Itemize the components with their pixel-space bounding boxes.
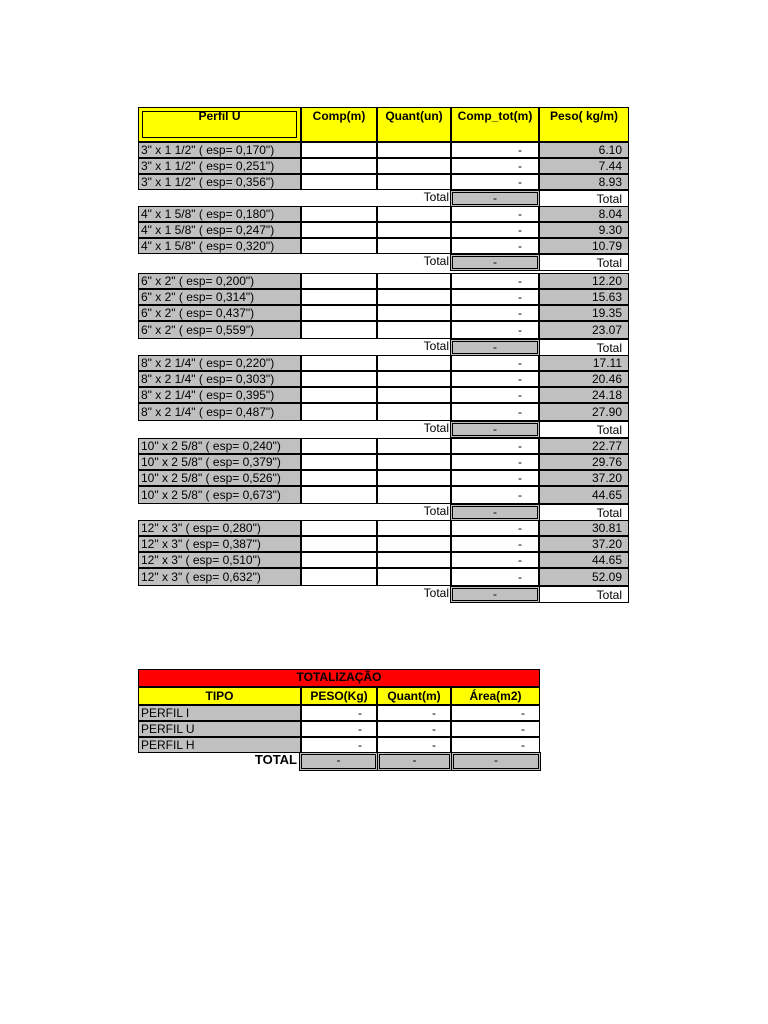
cell-text: 6" x 2" ( esp= 0,314") xyxy=(141,290,255,304)
perfil-cell xyxy=(138,142,301,158)
cell-text: 15.63 xyxy=(591,290,622,304)
cell-text: - xyxy=(518,175,522,189)
total-label-text: TOTAL xyxy=(254,752,297,767)
cell-text: - xyxy=(518,223,522,237)
cell-text: - xyxy=(493,587,497,601)
perfil-cell xyxy=(138,486,301,504)
cell-text: - xyxy=(518,488,522,502)
peso-cell xyxy=(539,305,629,321)
group-peso-total xyxy=(539,339,629,356)
comp-tot-cell xyxy=(451,387,539,403)
quant-input-cell[interactable] xyxy=(377,321,451,339)
group-peso-total xyxy=(539,254,629,271)
comp-input-cell[interactable] xyxy=(301,486,377,504)
comp-tot-cell xyxy=(451,454,539,470)
comp-input-cell[interactable] xyxy=(301,206,377,222)
cell-text: 10" x 2 5/8" ( esp= 0,526") xyxy=(141,471,281,485)
cell-text: 9.30 xyxy=(598,223,622,237)
quant-input-cell[interactable] xyxy=(377,273,451,289)
quant-input-cell[interactable] xyxy=(377,520,451,536)
cell-text: 10.79 xyxy=(591,239,622,253)
cell-text: - xyxy=(518,356,522,370)
header-label: Comp_tot(m) xyxy=(457,109,533,123)
totalizacao-title-text: TOTALIZAÇÃO xyxy=(296,670,382,684)
comp-tot-cell xyxy=(451,273,539,289)
totalizacao-title xyxy=(138,669,540,687)
header-comp xyxy=(301,107,377,142)
totalizacao-peso-cell xyxy=(301,721,377,737)
cell-text: 8.93 xyxy=(598,175,622,189)
perfil-cell xyxy=(138,403,301,421)
cell-text: - xyxy=(518,570,522,584)
peso-cell xyxy=(539,222,629,238)
perfil-cell xyxy=(138,321,301,339)
cell-text: 17.11 xyxy=(592,356,622,370)
cell-text: Total xyxy=(423,421,449,435)
quant-input-cell[interactable] xyxy=(377,142,451,158)
header-peso xyxy=(539,107,629,142)
header-label: PESO(Kg) xyxy=(310,689,368,703)
cell-text: 44.65 xyxy=(591,488,622,502)
cell-text: 8" x 2 1/4" ( esp= 0,395") xyxy=(141,388,275,402)
cell-text: - xyxy=(493,505,497,519)
totalizacao-area-cell xyxy=(451,737,540,753)
peso-cell xyxy=(539,289,629,305)
peso-cell xyxy=(539,470,629,486)
cell-text: 24.18 xyxy=(591,388,622,402)
total-value: - xyxy=(412,753,417,767)
perfil-cell xyxy=(138,438,301,454)
perfil-cell xyxy=(138,536,301,552)
group-total-label xyxy=(301,421,451,438)
cell-text: - xyxy=(518,405,522,419)
cell-text: 10" x 2 5/8" ( esp= 0,673") xyxy=(141,488,281,502)
quant-input-cell[interactable] xyxy=(377,470,451,486)
comp-input-cell[interactable] xyxy=(301,273,377,289)
comp-input-cell[interactable] xyxy=(301,470,377,486)
peso-cell xyxy=(539,387,629,403)
group-total-label xyxy=(301,586,451,603)
cell-text: Total xyxy=(423,339,449,353)
totalizacao-tipo-cell xyxy=(138,721,301,737)
header-label: Comp(m) xyxy=(312,109,366,123)
totalizacao-quant-cell xyxy=(377,737,451,753)
cell-text: - xyxy=(493,255,497,269)
header-label: Quant(un) xyxy=(385,109,443,123)
comp-tot-cell xyxy=(451,371,539,387)
cell-text: - xyxy=(518,521,522,535)
cell-text: Total xyxy=(596,506,622,520)
comp-input-cell[interactable] xyxy=(301,454,377,470)
cell-text: - xyxy=(518,455,522,469)
group-total-value xyxy=(450,421,540,438)
perfil-cell xyxy=(138,206,301,222)
comp-tot-cell xyxy=(451,520,539,536)
group-total-label xyxy=(301,254,451,271)
header-perfil-u xyxy=(138,107,301,142)
cell-text: Total xyxy=(596,341,622,355)
perfil-cell xyxy=(138,568,301,586)
group-peso-total xyxy=(539,421,629,438)
group-total-label xyxy=(301,339,451,356)
cell-text: 8" x 2 1/4" ( esp= 0,220") xyxy=(141,356,275,370)
cell-text: Total xyxy=(596,588,622,602)
cell-text: 10" x 2 5/8" ( esp= 0,240") xyxy=(141,439,281,453)
total-value: - xyxy=(494,753,498,767)
comp-tot-cell xyxy=(451,142,539,158)
cell-text: 37.20 xyxy=(591,537,622,551)
cell-text: - xyxy=(518,537,522,551)
group-total-value xyxy=(450,254,540,271)
perfil-cell xyxy=(138,552,301,568)
peso-cell xyxy=(539,206,629,222)
quant-input-cell[interactable] xyxy=(377,158,451,174)
header-label: Área(m2) xyxy=(469,689,522,703)
cell-text: 44.65 xyxy=(591,553,622,567)
perfil-cell xyxy=(138,273,301,289)
cell-text: 22.77 xyxy=(591,439,622,453)
cell-text: - xyxy=(518,159,522,173)
comp-tot-cell xyxy=(451,238,539,254)
cell-text: 12" x 3" ( esp= 0,632") xyxy=(141,570,261,584)
cell-text: Total xyxy=(423,254,449,268)
totalizacao-quant-cell xyxy=(377,721,451,737)
cell-text: Total xyxy=(596,256,622,270)
cell-text: - xyxy=(518,323,522,337)
peso-cell xyxy=(539,321,629,339)
group-total-label xyxy=(301,190,451,207)
cell-text: 30.81 xyxy=(591,521,622,535)
quant-input-cell[interactable] xyxy=(377,486,451,504)
cell-text: PERFIL I xyxy=(141,706,190,720)
comp-input-cell[interactable] xyxy=(301,536,377,552)
comp-input-cell[interactable] xyxy=(301,552,377,568)
peso-cell xyxy=(539,454,629,470)
peso-cell xyxy=(539,438,629,454)
perfil-cell xyxy=(138,387,301,403)
comp-input-cell[interactable] xyxy=(301,142,377,158)
comp-tot-cell xyxy=(451,568,539,586)
cell-text: 52.09 xyxy=(591,570,622,584)
peso-cell xyxy=(539,371,629,387)
cell-text: 4" x 1 5/8" ( esp= 0,180") xyxy=(141,207,275,221)
perfil-cell xyxy=(138,222,301,238)
totalizacao-tipo-cell xyxy=(138,737,301,753)
comp-input-cell[interactable] xyxy=(301,174,377,190)
cell-text: - xyxy=(493,422,497,436)
cell-text: 8.04 xyxy=(598,207,622,221)
header-perfil-u-frame xyxy=(140,109,299,140)
peso-cell xyxy=(539,355,629,371)
totalizacao-quant-cell xyxy=(377,705,451,721)
comp-tot-cell xyxy=(451,174,539,190)
cell-text: 6" x 2" ( esp= 0,200") xyxy=(141,274,255,288)
cell-text: 3" x 1 1/2" ( esp= 0,170") xyxy=(141,143,275,157)
quant-input-cell[interactable] xyxy=(377,387,451,403)
cell-text: 3" x 1 1/2" ( esp= 0,251") xyxy=(141,159,275,173)
cell-text: - xyxy=(518,439,522,453)
cell-text: 6" x 2" ( esp= 0,559") xyxy=(141,323,255,337)
totalizacao-total-peso xyxy=(299,752,378,771)
perfil-cell xyxy=(138,238,301,254)
comp-input-cell[interactable] xyxy=(301,158,377,174)
header-label: Quant(m) xyxy=(387,689,441,703)
perfil-cell xyxy=(138,158,301,174)
cell-text: - xyxy=(358,706,362,720)
group-total-value xyxy=(450,504,540,521)
totalizacao-area-cell xyxy=(451,721,540,737)
cell-text: 6.10 xyxy=(598,143,622,157)
comp-input-cell[interactable] xyxy=(301,355,377,371)
perfil-cell xyxy=(138,355,301,371)
cell-text: - xyxy=(518,471,522,485)
peso-cell xyxy=(539,273,629,289)
cell-text: - xyxy=(518,372,522,386)
totalizacao-peso-cell xyxy=(301,737,377,753)
totalizacao-area-cell xyxy=(451,705,540,721)
cell-text: Total xyxy=(423,504,449,518)
peso-cell xyxy=(539,552,629,568)
cell-text: - xyxy=(518,207,522,221)
cell-text: Total xyxy=(596,192,622,206)
totalizacao-tipo-cell xyxy=(138,705,301,721)
cell-text: - xyxy=(518,290,522,304)
perfil-cell xyxy=(138,371,301,387)
total-value: - xyxy=(336,753,341,767)
comp-tot-cell xyxy=(451,470,539,486)
perfil-cell xyxy=(138,520,301,536)
cell-text: 12.20 xyxy=(591,274,622,288)
quant-input-cell[interactable] xyxy=(377,568,451,586)
cell-text: 12" x 3" ( esp= 0,510") xyxy=(141,553,261,567)
cell-text: - xyxy=(518,306,522,320)
header-label: Perfil U xyxy=(198,109,241,123)
peso-cell xyxy=(539,142,629,158)
cell-text: - xyxy=(432,722,436,736)
quant-input-cell[interactable] xyxy=(377,371,451,387)
comp-tot-cell xyxy=(451,486,539,504)
cell-text: - xyxy=(518,143,522,157)
peso-cell xyxy=(539,158,629,174)
perfil-cell xyxy=(138,289,301,305)
tot-header-quant xyxy=(377,687,451,705)
cell-text: 7.44 xyxy=(598,159,622,173)
cell-text: 4" x 1 5/8" ( esp= 0,247") xyxy=(141,223,275,237)
comp-tot-cell xyxy=(451,158,539,174)
cell-text: - xyxy=(518,274,522,288)
cell-text: - xyxy=(358,738,362,752)
quant-input-cell[interactable] xyxy=(377,454,451,470)
comp-tot-cell xyxy=(451,355,539,371)
group-total-value xyxy=(450,339,540,356)
cell-text: - xyxy=(493,191,497,205)
cell-text: 20.46 xyxy=(591,372,622,386)
cell-text: 10" x 2 5/8" ( esp= 0,379") xyxy=(141,455,281,469)
perfil-cell xyxy=(138,454,301,470)
comp-tot-cell xyxy=(451,552,539,568)
comp-input-cell[interactable] xyxy=(301,238,377,254)
cell-text: 12" x 3" ( esp= 0,387") xyxy=(141,537,261,551)
cell-text: PERFIL H xyxy=(141,738,195,752)
cell-text: 8" x 2 1/4" ( esp= 0,487") xyxy=(141,405,275,419)
peso-cell xyxy=(539,174,629,190)
peso-cell xyxy=(539,238,629,254)
quant-input-cell[interactable] xyxy=(377,206,451,222)
cell-text: 3" x 1 1/2" ( esp= 0,356") xyxy=(141,175,275,189)
tot-header-peso xyxy=(301,687,377,705)
cell-text: Total xyxy=(423,190,449,204)
perfil-cell xyxy=(138,305,301,321)
group-total-value xyxy=(450,586,540,603)
peso-cell xyxy=(539,536,629,552)
peso-cell xyxy=(539,568,629,586)
cell-text: 37.20 xyxy=(591,471,622,485)
group-total-value xyxy=(450,190,540,207)
group-peso-total xyxy=(539,586,629,603)
quant-input-cell[interactable] xyxy=(377,403,451,421)
group-total-label xyxy=(301,504,451,521)
cell-text: - xyxy=(518,553,522,567)
comp-tot-cell xyxy=(451,536,539,552)
totalizacao-peso-cell xyxy=(301,705,377,721)
cell-text: 23.07 xyxy=(591,323,622,337)
comp-input-cell[interactable] xyxy=(301,438,377,454)
cell-text: - xyxy=(493,340,497,354)
comp-input-cell[interactable] xyxy=(301,321,377,339)
cell-text: - xyxy=(518,239,522,253)
quant-input-cell[interactable] xyxy=(377,174,451,190)
header-label: Peso( kg/m) xyxy=(549,109,618,123)
cell-text: 8" x 2 1/4" ( esp= 0,303") xyxy=(141,372,275,386)
comp-tot-cell xyxy=(451,403,539,421)
cell-text: - xyxy=(432,706,436,720)
comp-tot-cell xyxy=(451,206,539,222)
quant-input-cell[interactable] xyxy=(377,238,451,254)
group-peso-total xyxy=(539,190,629,207)
perfil-cell xyxy=(138,470,301,486)
cell-text: - xyxy=(518,388,522,402)
cell-text: - xyxy=(358,722,362,736)
peso-cell xyxy=(539,403,629,421)
comp-input-cell[interactable] xyxy=(301,289,377,305)
cell-text: - xyxy=(521,706,525,720)
comp-input-cell[interactable] xyxy=(301,387,377,403)
quant-input-cell[interactable] xyxy=(377,289,451,305)
quant-input-cell[interactable] xyxy=(377,305,451,321)
quant-input-cell[interactable] xyxy=(377,438,451,454)
comp-tot-cell xyxy=(451,305,539,321)
comp-tot-cell xyxy=(451,289,539,305)
comp-input-cell[interactable] xyxy=(301,568,377,586)
comp-tot-cell xyxy=(451,438,539,454)
quant-input-cell[interactable] xyxy=(377,536,451,552)
cell-text: 6" x 2" ( esp= 0,437") xyxy=(141,306,255,320)
cell-text: 4" x 1 5/8" ( esp= 0,320") xyxy=(141,239,275,253)
comp-input-cell[interactable] xyxy=(301,371,377,387)
cell-text: - xyxy=(432,738,436,752)
comp-tot-cell xyxy=(451,222,539,238)
peso-cell xyxy=(539,520,629,536)
comp-input-cell[interactable] xyxy=(301,222,377,238)
totalizacao-total-label xyxy=(138,752,299,770)
comp-input-cell[interactable] xyxy=(301,403,377,421)
header-quant xyxy=(377,107,451,142)
comp-input-cell[interactable] xyxy=(301,305,377,321)
totalizacao-total-quant xyxy=(377,752,452,771)
tot-header-tipo xyxy=(138,687,301,705)
totalizacao-total-area xyxy=(451,752,541,771)
comp-tot-cell xyxy=(451,321,539,339)
tot-header-area xyxy=(451,687,540,705)
cell-text: 29.76 xyxy=(591,455,622,469)
peso-cell xyxy=(539,486,629,504)
cell-text: - xyxy=(521,722,525,736)
header-label: TIPO xyxy=(205,689,234,703)
quant-input-cell[interactable] xyxy=(377,222,451,238)
cell-text: 12" x 3" ( esp= 0,280") xyxy=(141,521,261,535)
perfil-cell xyxy=(138,174,301,190)
cell-text: - xyxy=(521,738,525,752)
header-comp-tot xyxy=(451,107,539,142)
cell-text: Total xyxy=(596,423,622,437)
group-peso-total xyxy=(539,504,629,521)
cell-text: 27.90 xyxy=(591,405,622,419)
cell-text: PERFIL U xyxy=(141,722,195,736)
quant-input-cell[interactable] xyxy=(377,355,451,371)
cell-text: Total xyxy=(423,586,449,600)
quant-input-cell[interactable] xyxy=(377,552,451,568)
cell-text: 19.35 xyxy=(591,306,622,320)
comp-input-cell[interactable] xyxy=(301,520,377,536)
